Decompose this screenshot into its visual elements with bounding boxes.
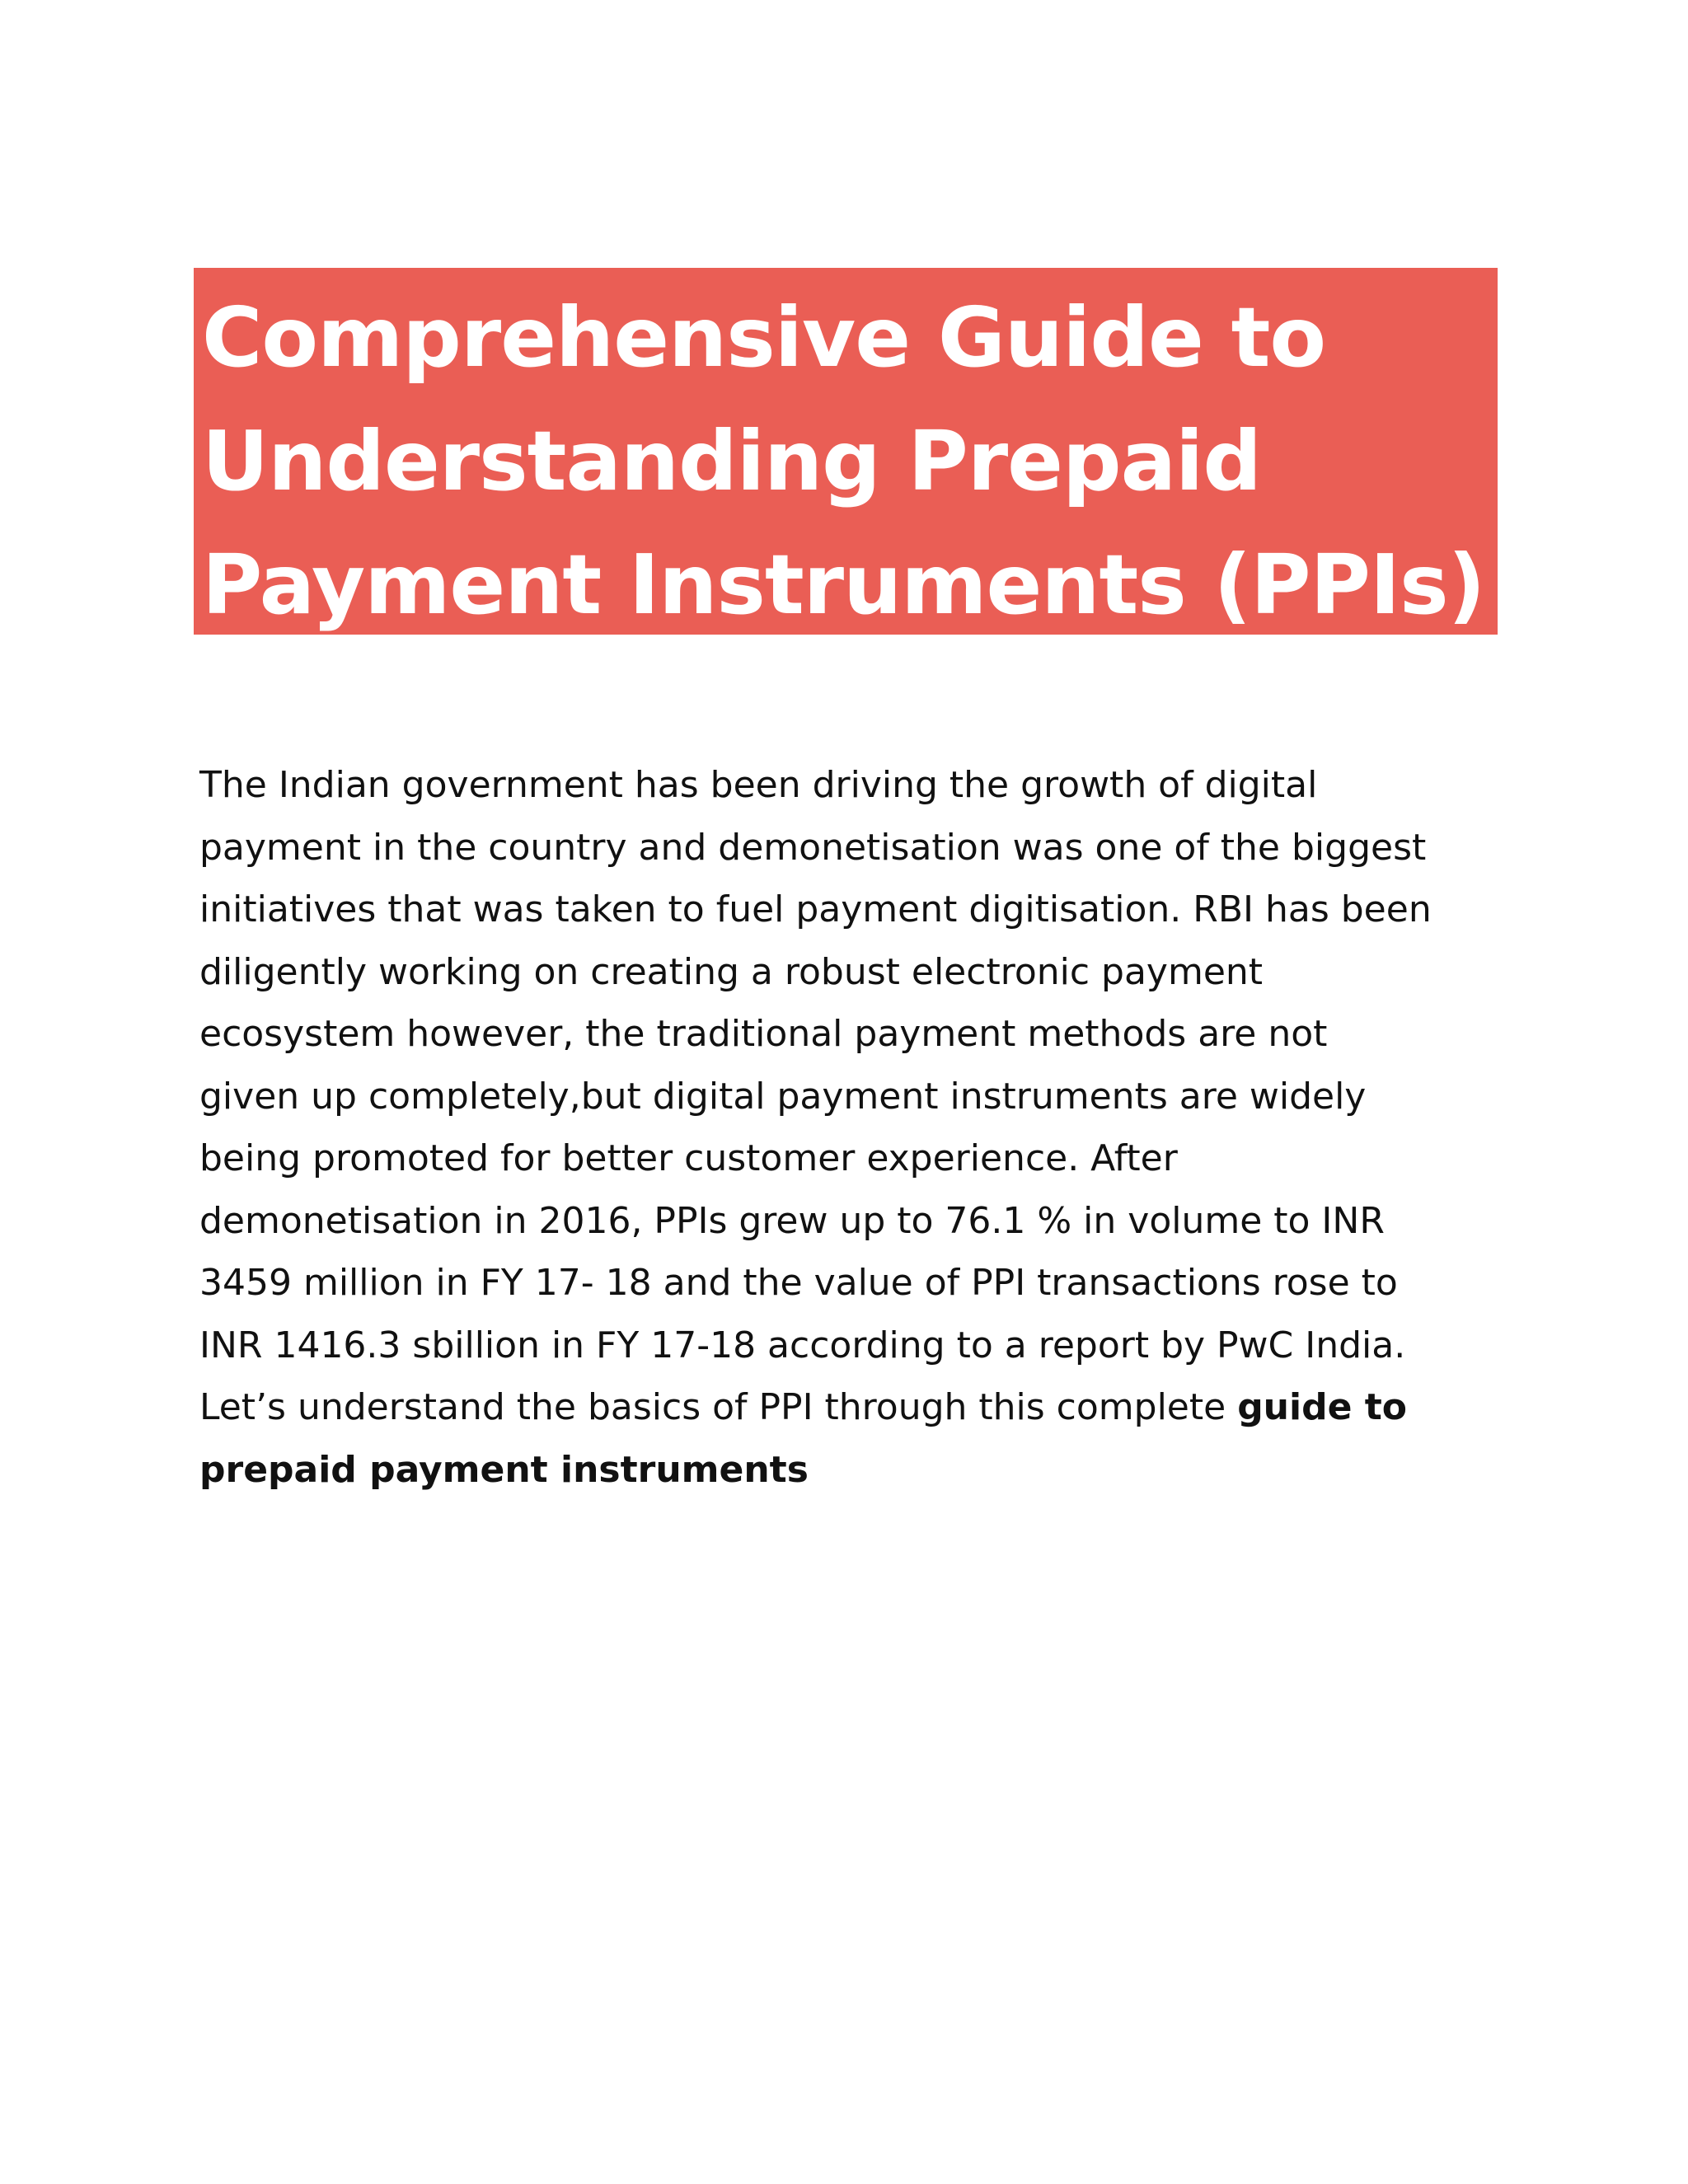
bold-phrase-part-2: prepaid payment instruments — [199, 1448, 809, 1491]
paragraph-line-11-text: Let’s understand the basics of PPI through this complete — [199, 1386, 1238, 1428]
paragraph-line-3: initiatives that was taken to fuel payment digitisation. RBI has been — [199, 888, 1432, 930]
intro-paragraph — [199, 754, 1518, 1501]
paragraph-line-2: payment in the country and demonetisation was one of the biggest — [199, 826, 1427, 869]
paragraph-line-11 — [199, 1376, 1518, 1439]
bold-phrase-part-1: guide to — [1237, 1386, 1408, 1428]
page-title-line-3: Payment Instruments (PPIs) — [202, 537, 1485, 633]
title-banner — [194, 268, 1498, 635]
paragraph-line-9: 3459 million in FY 17- 18 and the value of PPI transactions rose to — [199, 1262, 1398, 1304]
paragraph-line-7: being promoted for better customer experience. After — [199, 1137, 1178, 1179]
paragraph-line-12 — [199, 1439, 1518, 1502]
page-title-line-2: Understanding Prepaid — [202, 413, 1261, 509]
paragraph-line-8: demonetisation in 2016, PPIs grew up to 76.1 % in volume to INR — [199, 1199, 1385, 1242]
paragraph-line-4: diligently working on creating a robust electronic payment — [199, 950, 1264, 993]
page-title-line-1: Comprehensive Guide to — [202, 289, 1326, 386]
paragraph-line-5: ecosystem however, the traditional payment methods are not — [199, 1013, 1328, 1055]
paragraph-line-1: The Indian government has been driving the growth of digital — [199, 764, 1318, 806]
paragraph-line-10: INR 1416.3 sbillion in FY 17-18 according to a report by PwC India. — [199, 1324, 1406, 1366]
paragraph-line-6: given up completely,but digital payment instruments are widely — [199, 1075, 1367, 1118]
